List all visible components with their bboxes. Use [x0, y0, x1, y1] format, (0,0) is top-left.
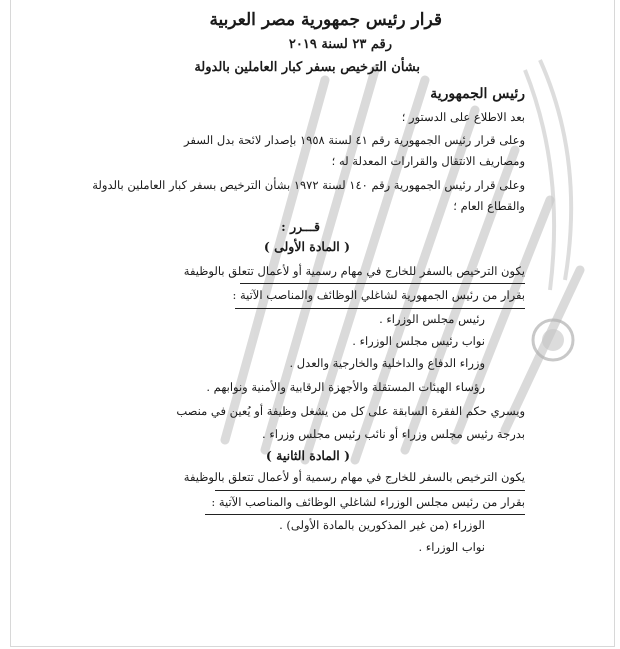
article-1-item: وزراء الدفاع والداخلية والخارجية والعدل . [289, 356, 485, 370]
decree-title: قرار رئيس جمهورية مصر العربية [209, 10, 442, 30]
article-2-line: يكون الترخيص بالسفر للخارج في مهام رسمية أو لأعمال تتعلق بالوظيفة [183, 470, 525, 484]
article-2-line: بقرار من رئيس مجلس الوزراء لشاغلي الوظائف والمناصب الآتية : [211, 495, 525, 509]
article-1-item: نواب رئيس مجلس الوزراء . [352, 334, 485, 348]
underline-rule [235, 308, 525, 309]
issuer-heading: رئيس الجمهورية [430, 86, 525, 102]
decided-heading: قـــرر : [281, 219, 320, 234]
preamble-line: وعلى قرار رئيس الجمهورية رقم ٤١ لسنة ١٩٥٨ بإصدار لائحة بدل السفر [184, 133, 525, 147]
decree-subject: بشأن الترخيص بسفر كبار العاملين بالدولة [194, 60, 420, 75]
article-2-heading: ( المادة الثانية ) [265, 448, 350, 463]
underline-rule [240, 283, 525, 284]
article-1-heading: ( المادة الأولى ) [263, 239, 350, 254]
decree-number: رقم ٢٣ لسنة ٢٠١٩ [288, 37, 392, 52]
article-1-line: يكون الترخيص بالسفر للخارج في مهام رسمية أو لأعمال تتعلق بالوظيفة [183, 264, 525, 278]
preamble-line: وعلى قرار رئيس الجمهورية رقم ١٤٠ لسنة ١٩٧٢ بشأن الترخيص بسفر كبار العاملين بالدولة [92, 178, 525, 192]
article-1-extension: بدرجة رئيس مجلس وزراء أو نائب رئيس مجلس وزراء . [262, 427, 525, 441]
article-1-extension: ويسري حكم الفقرة السابقة على كل من يشغل وظيفة أو يُعين في منصب [176, 404, 525, 418]
article-1-line: بقرار من رئيس الجمهورية لشاغلي الوظائف والمناصب الآتية : [232, 288, 525, 302]
article-1-item: رؤساء الهيئات المستقلة والأجهزة الرقابية والأمنية ونوابهم . [206, 380, 485, 394]
preamble-line: ومصاريف الانتقال والقرارات المعدلة له ؛ [331, 154, 525, 168]
article-2-item: نواب الوزراء . [418, 540, 485, 554]
article-2-item: الوزراء (من غير المذكورين بالمادة الأولى) . [279, 518, 485, 532]
underline-rule [215, 490, 525, 491]
preamble-line: والقطاع العام ؛ [453, 199, 525, 213]
underline-rule [205, 514, 525, 515]
preamble-line: بعد الاطلاع على الدستور ؛ [401, 110, 525, 124]
article-1-item: رئيس مجلس الوزراء . [379, 312, 485, 326]
